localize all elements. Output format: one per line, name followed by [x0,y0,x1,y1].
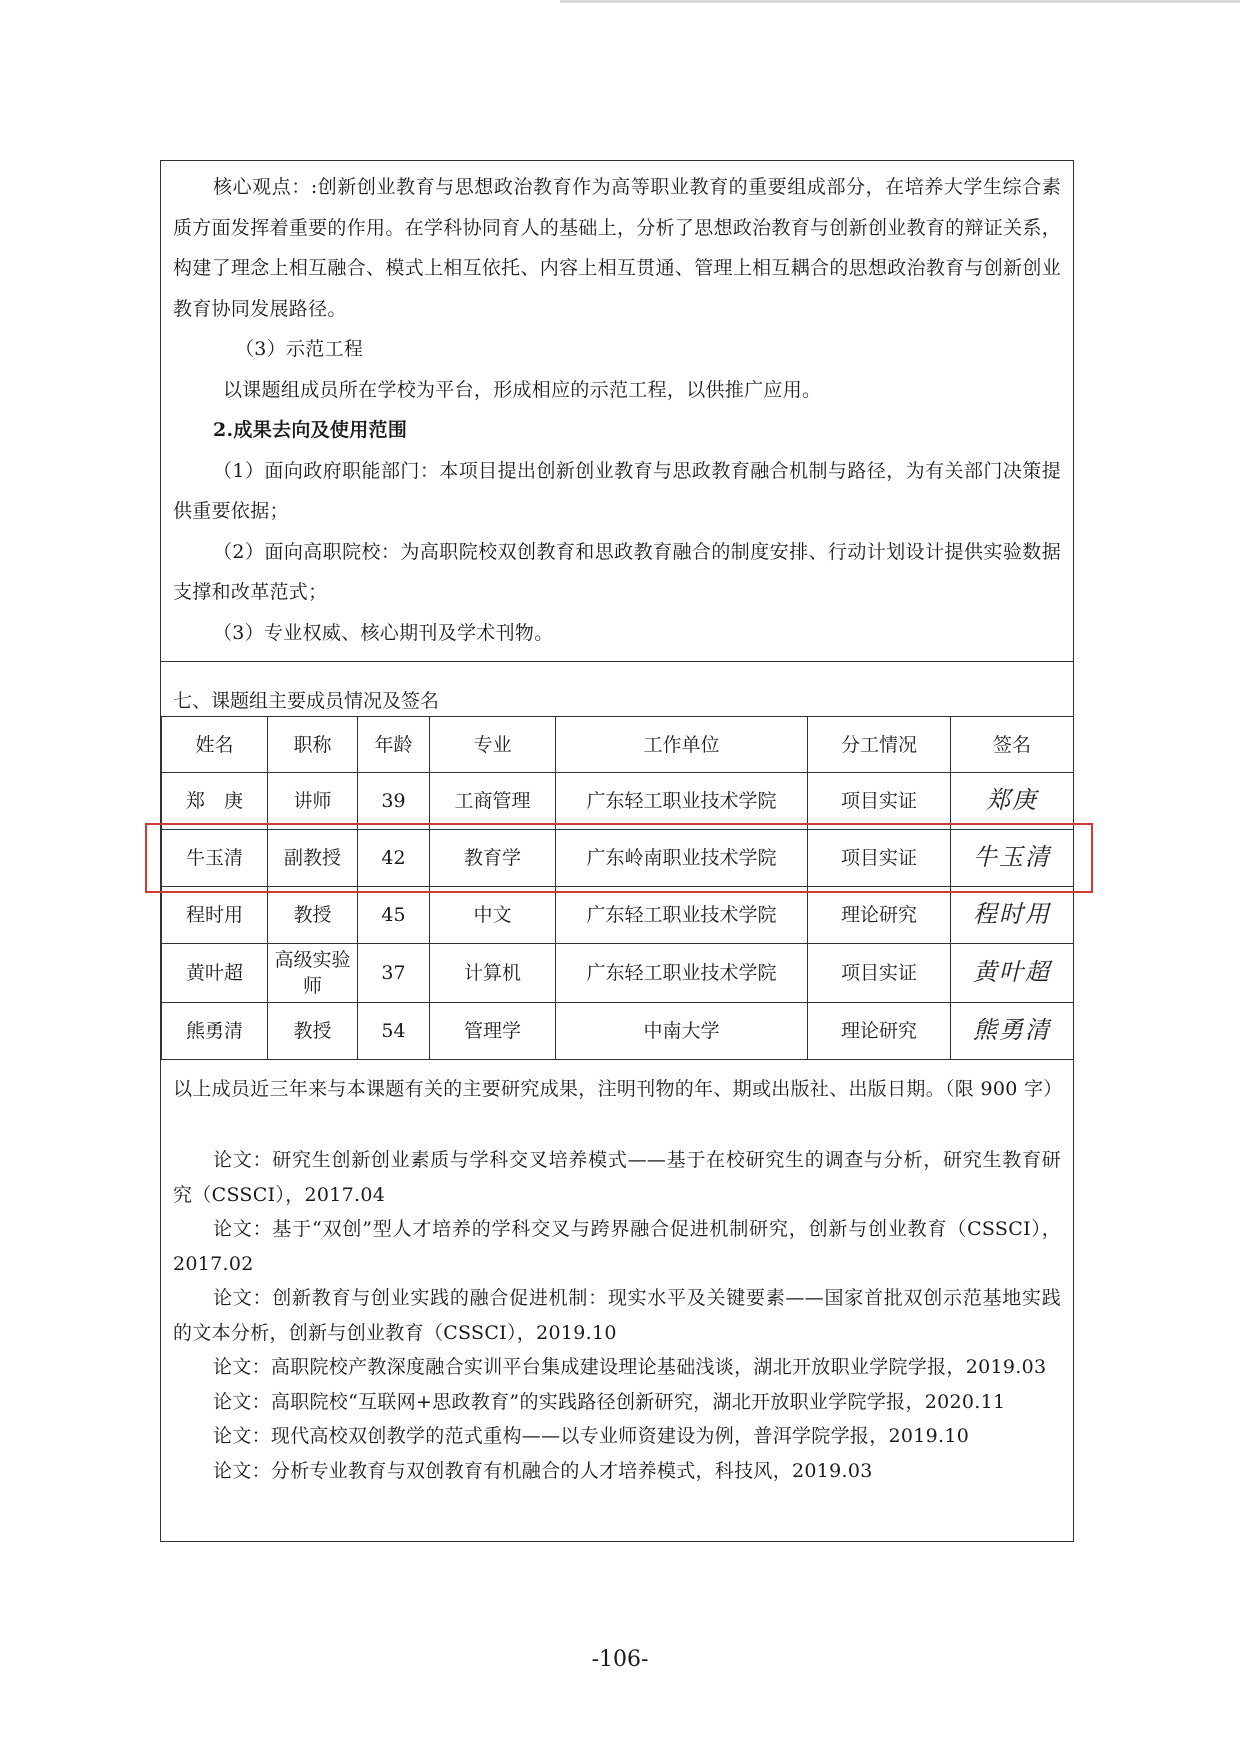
research-results-section [161,1069,1073,1488]
member-major: 管理学 [430,1003,556,1060]
member-age: 39 [358,773,430,830]
member-major: 工商管理 [430,773,556,830]
table-header-row [162,717,1074,773]
scan-edge-line [560,0,1240,3]
member-title: 副教授 [268,830,358,887]
demo-project-text: 以课题组成员所在学校为平台，形成相应的示范工程，以供推广应用。 [223,378,822,401]
member-unit: 广东岭南职业技术学院 [556,830,808,887]
table-row [162,944,1074,1003]
table-row [162,773,1074,830]
member-major: 中文 [430,887,556,944]
member-name: 程时用 [162,887,268,944]
member-title: 高级实验师 [268,944,358,1003]
header-role: 分工情况 [808,717,951,773]
research-intro: 以上成员近三年来与本课题有关的主要研究成果，注明刊物的年、期或出版社、出版日期。（限 900 字） [173,1078,1063,1100]
member-role: 项目实证 [808,944,951,1003]
header-unit: 工作单位 [556,717,808,773]
table-row [162,1003,1074,1060]
member-age: 54 [358,1003,430,1060]
highlight-annotation-box [145,823,1093,893]
handwritten-signature: 黄叶超 [973,958,1051,986]
member-role: 理论研究 [808,887,951,944]
member-unit: 广东轻工职业技术学院 [556,944,808,1003]
member-title: 讲师 [268,773,358,830]
handwritten-signature: 郑庚 [986,786,1038,814]
member-major: 计算机 [430,944,556,1003]
members-section-title: 七、课题组主要成员情况及签名 [173,690,440,712]
scope-item-2: （2）面向高职院校：为高职院校双创教育和思政教育融合的制度安排、行动计划设计提供实验数据支撑和改革范式； [173,540,1061,603]
member-name: 熊勇清 [162,1003,268,1060]
research-item: 论文：分析专业教育与双创教育有机融合的人才培养模式，科技风，2019.03 [213,1459,873,1482]
member-age: 42 [358,830,430,887]
header-signature: 签名 [951,717,1074,773]
member-role: 项目实证 [808,830,951,887]
header-name: 姓名 [162,717,268,773]
handwritten-signature: 牛玉清 [973,843,1051,871]
member-name: 牛玉清 [162,830,268,887]
member-name: 黄叶超 [162,944,268,1003]
member-name: 郑 庚 [162,773,268,830]
demo-project-heading: （3）示范工程 [235,338,364,360]
member-age: 37 [358,944,430,1003]
handwritten-signature: 程时用 [973,900,1051,928]
section-divider [161,661,1073,662]
outcome-section [161,161,1073,653]
member-unit: 广东轻工职业技术学院 [556,887,808,944]
member-unit: 中南大学 [556,1003,808,1060]
research-item: 论文：创新教育与创业实践的融合促进机制：现实水平及关键要素——国家首批双创示范基地实践的文本分析，创新与创业教育（CSSCI），2019.10 [173,1287,1061,1344]
scope-heading: 2.成果去向及使用范围 [213,419,408,441]
research-item: 论文：高职院校“互联网+思政教育”的实践路径创新研究，湖北开放职业学院学报，2020.11 [213,1390,1006,1413]
member-signature [951,773,1074,830]
research-item: 论文：研究生创新创业素质与学科交叉培养模式——基于在校研究生的调查与分析，研究生教育研究（CSSCI），2017.04 [173,1149,1061,1206]
member-signature [951,887,1074,944]
research-item: 论文：现代高校双创教学的范式重构——以专业师资建设为例，普洱学院学报，2019.10 [213,1425,970,1447]
header-title: 职称 [268,717,358,773]
member-title: 教授 [268,1003,358,1060]
scope-item-1: （1）面向政府职能部门：本项目提出创新创业教育与思政教育融合机制与路径，为有关部门决策提供重要依据； [173,459,1061,522]
header-age: 年龄 [358,717,430,773]
member-age: 45 [358,887,430,944]
member-signature [951,944,1074,1003]
scope-item-3: （3）专业权威、核心期刊及学术刊物。 [213,621,554,644]
page-number: -106- [591,1647,649,1672]
core-view-paragraph: 核心观点：:创新创业教育与思想政治教育作为高等职业教育的重要组成部分，在培养大学生综合素质方面发挥着重要的作用。在学科协同育人的基础上，分析了思想政治教育与创新创业教育的辩证关系，构建了理念上相互融合、模式上相互依托、内容上相互贯通、管理上相互耦合的思想政治教育与创新创业教育协同发展路径。 [173,176,1061,320]
member-role: 项目实证 [808,773,951,830]
handwritten-signature: 熊勇清 [973,1016,1051,1044]
research-item: 论文：高职院校产教深度融合实训平台集成建设理论基础浅谈，湖北开放职业学院学报，2019.03 [213,1356,1047,1378]
member-title: 教授 [268,887,358,944]
member-unit: 广东轻工职业技术学院 [556,773,808,830]
header-major: 专业 [430,717,556,773]
member-signature [951,1003,1074,1060]
table-row [162,887,1074,944]
member-role: 理论研究 [808,1003,951,1060]
research-item: 论文：基于“双创”型人才培养的学科交叉与跨界融合促进机制研究，创新与创业教育（CSSCI），2017.02 [173,1218,1061,1275]
member-major: 教育学 [430,830,556,887]
